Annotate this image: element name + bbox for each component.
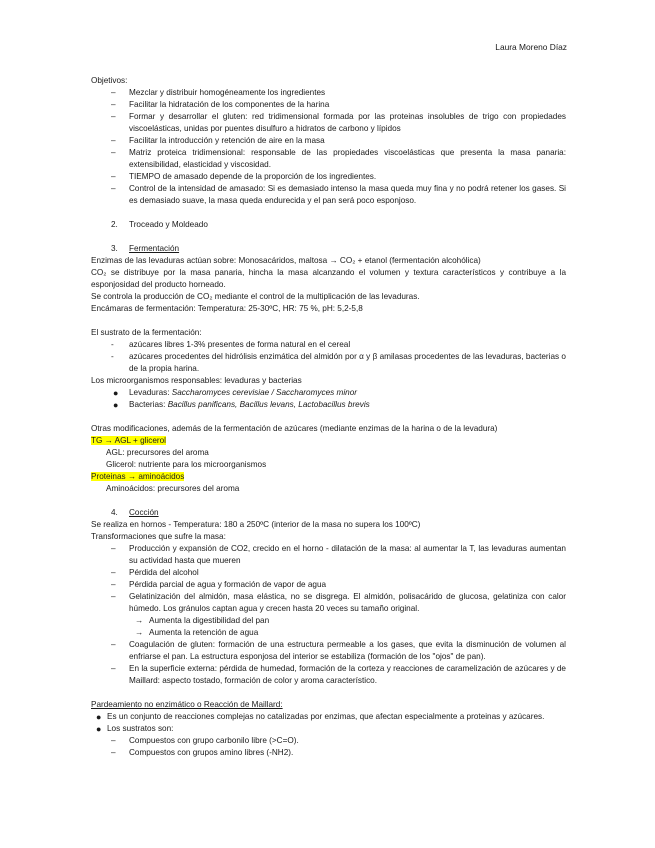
transformation-item: – En la superficie externa: pérdida de humedad, formación de la corteza y reacciones de caramelización de azúcares y de Maillard: aspecto tostado, formación de color y aroma característico. — [111, 664, 566, 685]
objective-item: – Control de la intensidad de amasado: Si es demasiado intenso la masa queda muy fina y no podrá retener los gases. Si es demasiado suave, la masa queda endurecida y el pan será poco esponjoso. — [111, 184, 566, 205]
paragraph: Transformaciones que sufre la masa: — [91, 532, 226, 541]
section-heading-troceado: 2. Troceado y Moldeado — [111, 220, 208, 229]
section-heading-fermentacion: 3. Fermentación — [111, 244, 180, 253]
objective-item: – Matriz proteica tridimensional: responsable de las propiedades viscoelásticas que presenta la masa panaria: extensibilidad, elasticidad y viscosidad. — [111, 148, 566, 169]
transformation-item: – Coagulación de gluten: formación de una estructura permeable a los gases, que evita la disminución de volumen al enfriarse el pan. La estructura esponjosa del interior se estabiliza (formación de los "ojos" de pan). — [111, 640, 566, 661]
transformation-item: – Producción y expansión de CO2, crecido en el horno - dilatación de la masa: al aumentar la T, las levaduras aumentan su actividad hasta que mueren — [111, 544, 566, 565]
document-body — [91, 75, 566, 759]
paragraph: Enzimas de las levaduras actúan sobre: Monosacáridos, maltosa → CO₂ + etanol (fermentación alcohólica) — [91, 256, 481, 265]
substrate-heading: El sustrato de la fermentación: — [91, 328, 202, 337]
substrate-item: - azúcares procedentes del hidrólisis enzimática del almidón por α y β amilasas procedentes de las levaduras, bacterias o de la propia harina. — [111, 352, 566, 373]
paragraph: Otras modificaciones, además de la fermentación de azúcares (mediante enzimas de la harina o de la levadura) — [91, 424, 498, 433]
paragraph: Se controla la producción de CO₂ mediante el control de la multiplicación de las levaduras. — [91, 292, 420, 301]
objective-item: – TIEMPO de amasado depende de la proporción de los ingredientes. — [111, 172, 377, 181]
maillard-heading: Pardeamiento no enzimático o Reacción de Maillard: — [91, 700, 283, 709]
microbe-item: ● Bacterias: Bacillus panificans, Bacillus levans, Lactobacillus brevis — [113, 400, 370, 410]
transformation-item: – Pérdida del alcohol — [111, 568, 199, 577]
paragraph: Encámaras de fermentación: Temperatura: 25-30ºC, HR: 75 %, pH: 5,2-5,8 — [91, 304, 363, 313]
maillard-subitem: – Compuestos con grupo carbonilo libre (>C=O). — [111, 736, 299, 745]
maillard-bullet: ● Es un conjunto de reacciones complejas no catalizadas por enzimas, que afectan especialmente a proteinas y azúcares. — [96, 712, 545, 722]
paragraph: CO₂ se distribuye por la masa panaria, hincha la masa alcanzando el volumen y textura característicos y contribuye a la esponjosidad del producto horneado. — [91, 268, 566, 289]
objective-item: – Facilitar la hidratación de los componentes de la harina — [111, 100, 330, 109]
microbes-heading: Los microorganismos responsables: levaduras y bacterias — [91, 376, 302, 385]
highlighted-line: TG → AGL + glicerol — [91, 436, 167, 445]
transformation-item: – Gelatinización del almidón, masa elástica, no se disgrega. El almidón, polisacárido de glucosa, gelatiniza con calor húmedo. Los gránulos captan agua y crecen hasta 20 veces su tamaño original. — [111, 592, 566, 613]
arrow-item: → Aumenta la retención de agua — [135, 628, 259, 637]
objective-item: – Formar y desarrollar el gluten: red tridimensional formada por las proteinas insolubles de trigo con propiedades viscoelásticas, unidas por puentes disulfuro a hidratos de carbono y lípidos — [111, 112, 566, 133]
objective-item: – Facilitar la introducción y retención de aire en la masa — [111, 136, 325, 145]
transformation-item: – Pérdida parcial de agua y formación de vapor de agua — [111, 580, 327, 589]
author-name: Laura Moreno Díaz — [495, 42, 567, 52]
note-line: AGL: precursores del aroma — [106, 448, 209, 457]
maillard-bullet: ● Los sustratos son: — [96, 724, 174, 734]
section-heading-coccion: 4. Cocción — [111, 508, 159, 517]
note-line: Aminoácidos: precursores del aroma — [106, 484, 240, 493]
substrate-item: - azúcares libres 1-3% presentes de forma natural en el cereal — [111, 340, 351, 349]
arrow-item: → Aumenta la digestibilidad del pan — [135, 616, 270, 625]
microbe-item: ● Levaduras: Saccharomyces cerevisiae / Saccharomyces minor — [113, 388, 357, 398]
maillard-subitem: – Compuestos con grupos amino libres (-NH2). — [111, 748, 294, 757]
objectives-heading: Objetivos: — [91, 76, 128, 85]
objective-item: – Mezclar y distribuir homogéneamente los ingredientes — [111, 88, 326, 97]
note-line: Glicerol: nutriente para los microorganismos — [106, 460, 267, 469]
paragraph: Se realiza en hornos - Temperatura: 180 a 250ºC (interior de la masa no supera los 100ºC) — [91, 520, 421, 529]
highlighted-line: Proteinas → aminoácidos — [91, 472, 185, 481]
